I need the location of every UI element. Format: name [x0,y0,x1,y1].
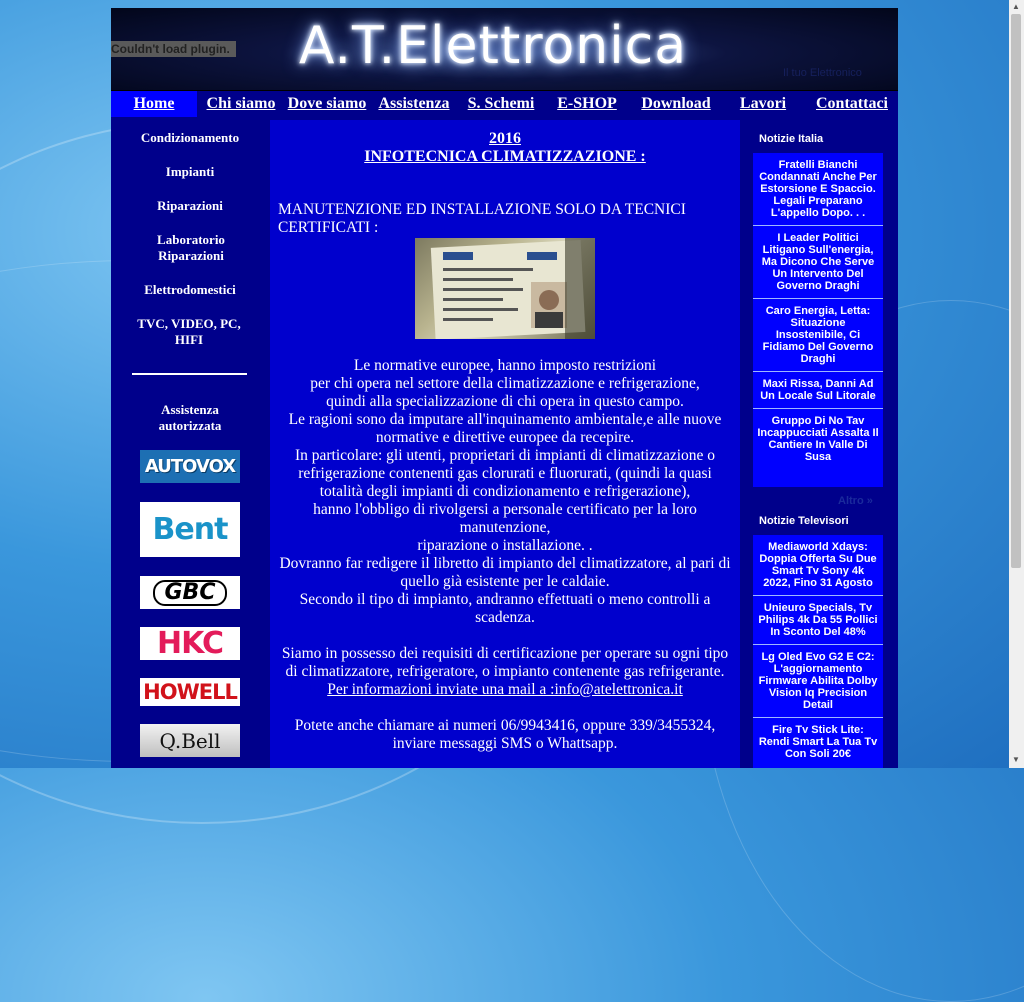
site-header [111,8,898,91]
brand-name-howell: HOWELL [143,680,237,704]
brand-name-autovox: AUTOVOX [144,456,236,477]
spacer [276,699,734,717]
web-page [111,8,898,768]
plugin-error-message: Couldn't load plugin. [111,41,236,57]
certificate-photo [415,238,595,339]
body-line: Le normative europee, hanno imposto restrizioni [353,357,657,374]
nav-lavori[interactable]: Lavori [739,95,787,112]
news-italia-title: Notizie Italia [759,133,824,145]
news-item[interactable]: Fratelli Bianchi Condannati Anche Per Estorsione E Spaccio. Legali Preparano L'appello Dopo. . . [753,153,883,226]
sidebar-link-riparazioni[interactable]: Riparazioni [157,198,223,213]
news-item[interactable]: Fire Tv Stick Lite: Rendi Smart La Tua Tv Con Soli 20€ [758,724,878,760]
vertical-scrollbar[interactable] [1009,0,1024,768]
body-line: quindi alla specializzazione di chi opera in questo campo. [326,393,684,410]
certificate-card-image [415,238,595,339]
body-line: Secondo il tipo di impianto, andranno effettuati o meno controlli a scadenza. [299,591,711,626]
nav-schemi[interactable]: S. Schemi [467,95,535,112]
brand-logo-hkc[interactable] [140,627,240,660]
nav-download[interactable]: Download [641,95,711,112]
body-line: riparazione o installazione. . [417,537,593,554]
news-item[interactable]: Mediaworld Xdays: Doppia Offerta Su Due Smart Tv Sony 4k 2022, Fino 31 Agosto [753,535,883,596]
news-tv-title: Notizie Televisori [759,515,849,527]
site-tagline: Il tuo Elettronico [783,67,862,79]
brand-name-gbc: GBC [153,580,228,606]
nav-assistenza[interactable]: Assistenza [378,95,450,112]
scrollbar-thumb[interactable] [1011,14,1021,568]
main-intro: MANUTENZIONE ED INSTALLAZIONE SOLO DA TECNICI CERTIFICATI : [278,201,686,236]
sidebar-link-condizionamento[interactable]: Condizionamento [140,130,240,145]
body-line: per chi opera nel settore della climatizzazione e refrigerazione, [310,375,700,392]
phone-text: Potete anche chiamare ai numeri 06/9943416, oppure 339/3455324, inviare messaggi SMS o Whattsapp. [294,717,716,752]
left-sidebar [111,120,268,768]
scroll-up-arrow-icon[interactable]: ▲ [1012,2,1020,11]
news-more-link[interactable]: Altro » [838,495,873,507]
news-italia-list [753,153,883,487]
spacer [276,627,734,645]
assistenza-title: Assistenza autorizzata [158,402,222,433]
main-content [270,120,740,768]
brand-name-qbell: Q.Bell [159,728,221,753]
info-mail-link[interactable]: Per informazioni inviate una mail a :info@atelettronica.it [327,681,683,698]
main-navigation [111,91,898,118]
body-line: Le ragioni sono da imputare all'inquinamento ambientale,e alle nuove normative e direttive europee da recepire. [288,411,722,446]
news-item[interactable]: I Leader Politici Litigano Sull'energia, Ma Dicono Che Serve Un Intervento Del Governo Draghi [753,226,883,299]
right-sidebar [742,120,898,768]
brand-logo-autovox[interactable] [140,450,240,483]
brand-name-bent: Bent [152,512,228,547]
main-body [276,357,734,753]
news-item[interactable]: Caro Energia, Letta: Situazione Insostenibile, Ci Fidiamo Del Governo Draghi [753,299,883,372]
news-item[interactable]: Maxi Rissa, Danni Ad Un Locale Sul Litorale [753,372,883,409]
body-line: Dovranno far redigere il libretto di impianto del climatizzatore, al pari di quello già esistente per le caldaie. [279,555,731,590]
main-year: 2016 [489,130,521,147]
brand-name-hkc: HKC [156,627,224,660]
main-heading: INFOTECNICA CLIMATIZZAZIONE : [364,148,646,165]
body-line: hanno l'obbligo di rivolgersi a personale certificato per la loro manutenzione, [313,501,697,536]
nav-dove-siamo[interactable]: Dove siamo [287,95,367,112]
sidebar-link-impianti[interactable]: Impianti [165,164,215,179]
body-line: In particolare: gli utenti, proprietari di impianti di climatizzazione o refrigerazione contenenti gas clorurati e fluorurati, (quindi la quasi totalità degli impianti di condizionamento e refrigerazione), [294,447,716,500]
brand-logo-bent[interactable] [140,502,240,557]
brand-logo-gbc[interactable] [140,576,240,609]
nav-e-shop[interactable]: E-SHOP [557,95,617,112]
certification-text: Siamo in possesso dei requisiti di certificazione per operare su ogni tipo di climatizzatore, refrigeratore, o impianto contenente gas refrigerante. [281,645,729,680]
brand-logo-qbell[interactable] [140,724,240,757]
sidebar-link-tvc-video[interactable]: TVC, VIDEO, PC, HIFI [137,316,241,347]
news-tv-list [753,535,883,768]
scroll-down-arrow-icon[interactable]: ▼ [1012,755,1020,764]
sidebar-link-laboratorio[interactable]: Laboratorio Riparazioni [157,232,225,263]
sidebar-link-elettrodomestici[interactable]: Elettrodomestici [144,282,236,297]
news-item[interactable]: Lg Oled Evo G2 E C2: L'aggiornamento Firmware Abilita Dolby Vision Iq Precision Detail [753,645,883,718]
sidebar-divider [132,373,247,375]
nav-contattaci[interactable]: Contattaci [816,95,888,112]
brand-logo-howell[interactable] [140,678,240,706]
news-item[interactable]: Unieuro Specials, Tv Philips 4k Da 55 Pollici In Sconto Del 48% [753,596,883,645]
news-item[interactable]: Gruppo Di No Tav Incappucciati Assalta Il Cantiere In Valle Di Susa [757,415,879,463]
site-title: A.T.Elettronica [298,16,688,76]
nav-home[interactable]: Home [111,91,197,117]
nav-chi-siamo[interactable]: Chi siamo [206,95,276,112]
